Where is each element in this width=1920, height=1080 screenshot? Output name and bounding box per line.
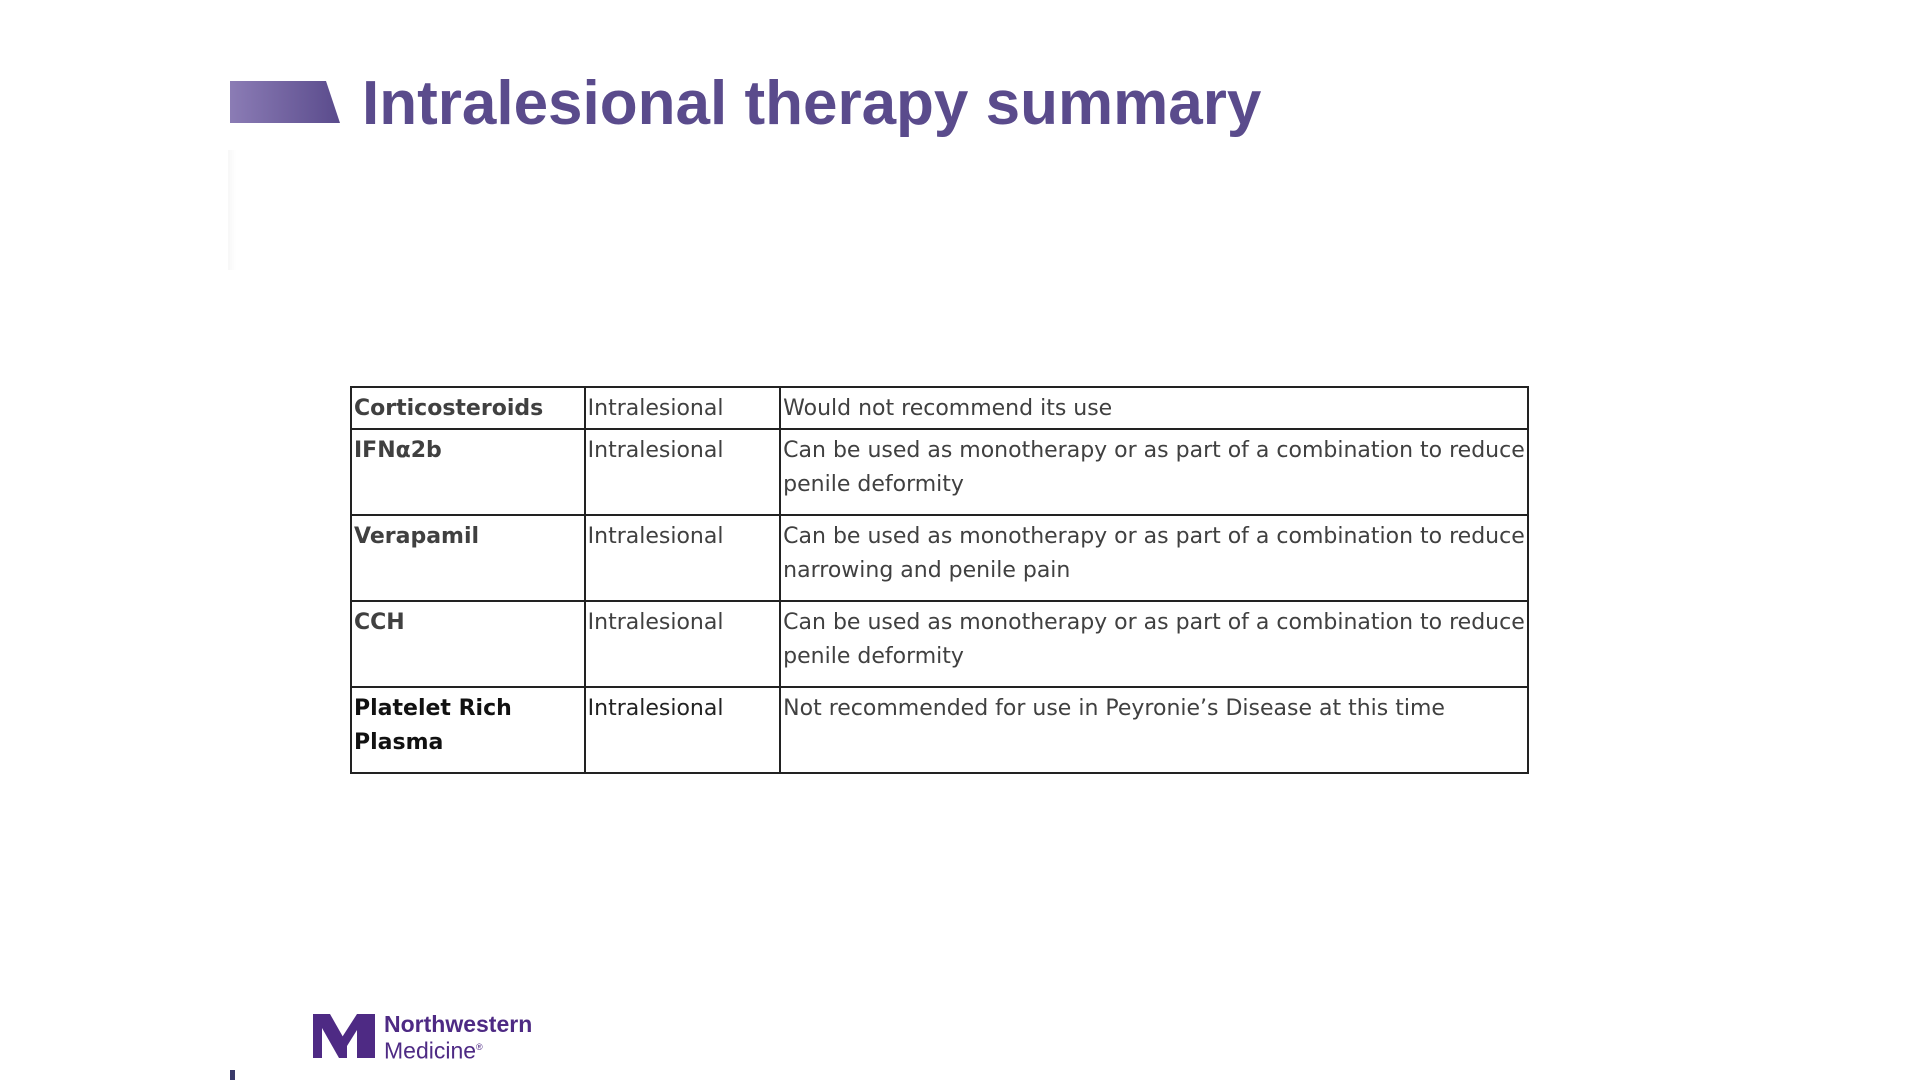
agent-cell: Corticosteroids (351, 387, 585, 429)
route-cell: Intralesional (585, 515, 781, 601)
logo-text-medicine-word: Medicine (384, 1037, 477, 1064)
route-cell: Intralesional (585, 687, 781, 773)
recommendation-cell: Can be used as monotherapy or as part of a combination to reduce penile deformity (780, 429, 1528, 515)
table-row (351, 429, 1528, 515)
agent-cell: Platelet Rich Plasma (351, 687, 585, 773)
recommendation-cell: Not recommended for use in Peyronie’s Disease at this time (780, 687, 1528, 773)
agent-cell: Verapamil (351, 515, 585, 601)
agent-cell: CCH (351, 601, 585, 687)
recommendation-cell: Would not recommend its use (780, 387, 1528, 429)
agent-cell: IFNα2b (351, 429, 585, 515)
therapy-summary-table (350, 386, 1529, 774)
route-cell: Intralesional (585, 601, 781, 687)
logo-text-medicine (384, 1035, 483, 1063)
table-row (351, 515, 1528, 601)
table-row (351, 687, 1528, 773)
slide-edge-shadow (228, 150, 236, 270)
registered-mark: ® (476, 1042, 483, 1052)
slide-title: Intralesional therapy summary (362, 69, 1262, 138)
nm-logo-icon (313, 1014, 375, 1058)
title-accent-bar (230, 81, 340, 123)
table-row (351, 387, 1528, 429)
table-row (351, 601, 1528, 687)
route-cell: Intralesional (585, 387, 781, 429)
route-cell: Intralesional (585, 429, 781, 515)
corner-marker (230, 1070, 235, 1080)
recommendation-cell: Can be used as monotherapy or as part of a combination to reduce penile deformity (780, 601, 1528, 687)
logo-text-northwestern: Northwestern (384, 1011, 533, 1037)
recommendation-cell: Can be used as monotherapy or as part of a combination to reduce narrowing and penile pain (780, 515, 1528, 601)
